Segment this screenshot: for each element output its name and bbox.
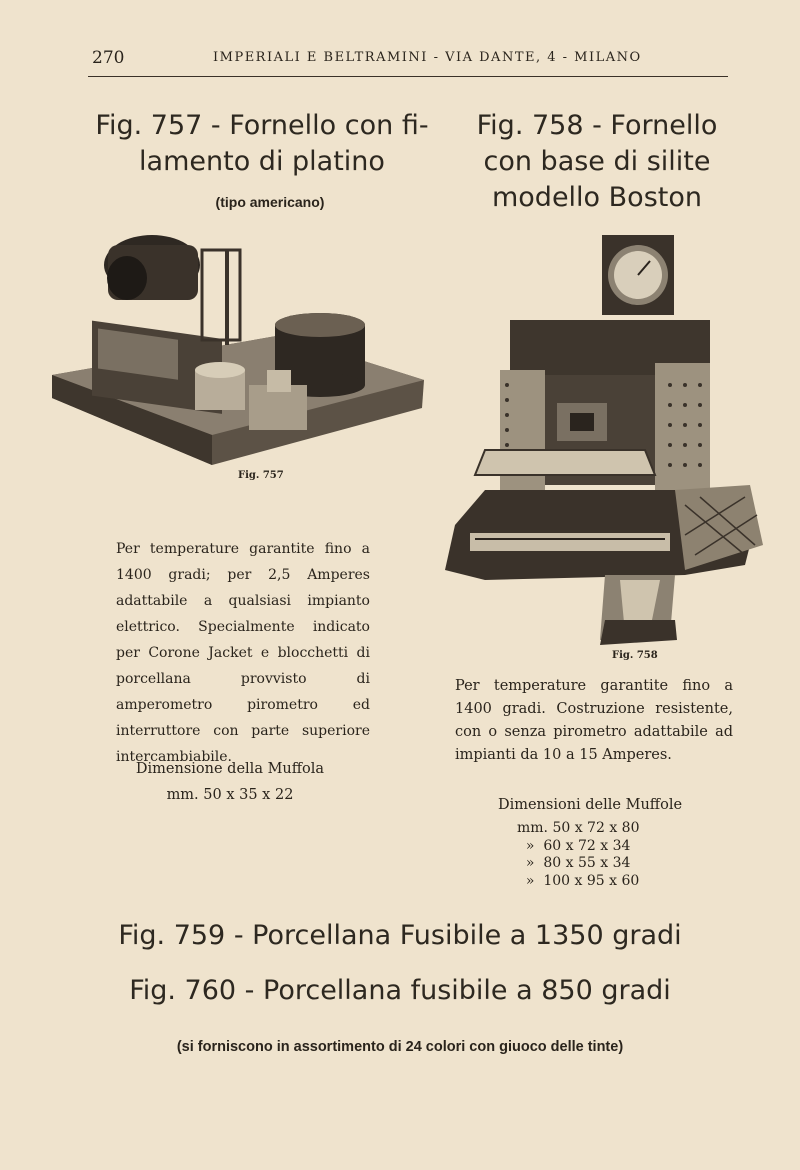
- dimension-row: mm. 50 x 72 x 80: [517, 820, 640, 836]
- fig758-dimension-list: [517, 820, 640, 890]
- fig757-description: Per temperature garantite fino a 1400 gradi; per 2,5 Amperes adattabile a qualsiasi impianto elettrico. Specialmente indicato per Corone Jacket e blocchetti di porcellana provvisto di amperometro pirometro ed interruttore con parte superiore intercambiabile.: [116, 541, 370, 765]
- dimension-row: » 80 x 55 x 34: [517, 855, 631, 871]
- fig757-title: Fig. 757 - Fornello con fi- lamento di platino: [95, 110, 429, 177]
- page-number: 270: [92, 48, 125, 68]
- fig757-subtitle: (tipo americano): [215, 194, 325, 210]
- fig758-caption: Fig. 758: [612, 650, 658, 661]
- fig758-description: Per temperature garantite fino a 1400 gradi. Costruzione resistente, con o senza pirometro adattabile ad impianti da 10 a 15 Amperes.: [455, 678, 733, 763]
- fig760-line: Fig. 760 - Porcellana fusibile a 850 gradi: [129, 975, 671, 1006]
- fig757-dimension-title: Dimensione della Muffola: [135, 761, 325, 777]
- page-header: [88, 48, 728, 77]
- assortment-note: (si forniscono in assortimento di 24 colori con giuoco delle tinte): [176, 1039, 624, 1055]
- fig758-title: Fig. 758 - Fornello con base di silite modello Boston: [476, 110, 718, 213]
- fig757-caption: Fig. 757: [238, 470, 284, 481]
- fig758-dimension-title: Dimensioni delle Muffole: [497, 797, 683, 813]
- fig757-furnace-illustration: [52, 230, 427, 465]
- running-head: IMPERIALI E BELTRAMINI - VIA DANTE, 4 - MILANO: [213, 50, 642, 65]
- fig758-furnace-illustration: [445, 235, 765, 645]
- fig759-line: Fig. 759 - Porcellana Fusibile a 1350 gradi: [118, 920, 682, 951]
- dimension-row: » 60 x 72 x 34: [517, 837, 631, 854]
- fig757-dimensions: [110, 756, 350, 808]
- dimension-row: » 100 x 95 x 60: [517, 872, 640, 889]
- fig757-dimension-value: mm. 50 x 35 x 22: [166, 787, 294, 803]
